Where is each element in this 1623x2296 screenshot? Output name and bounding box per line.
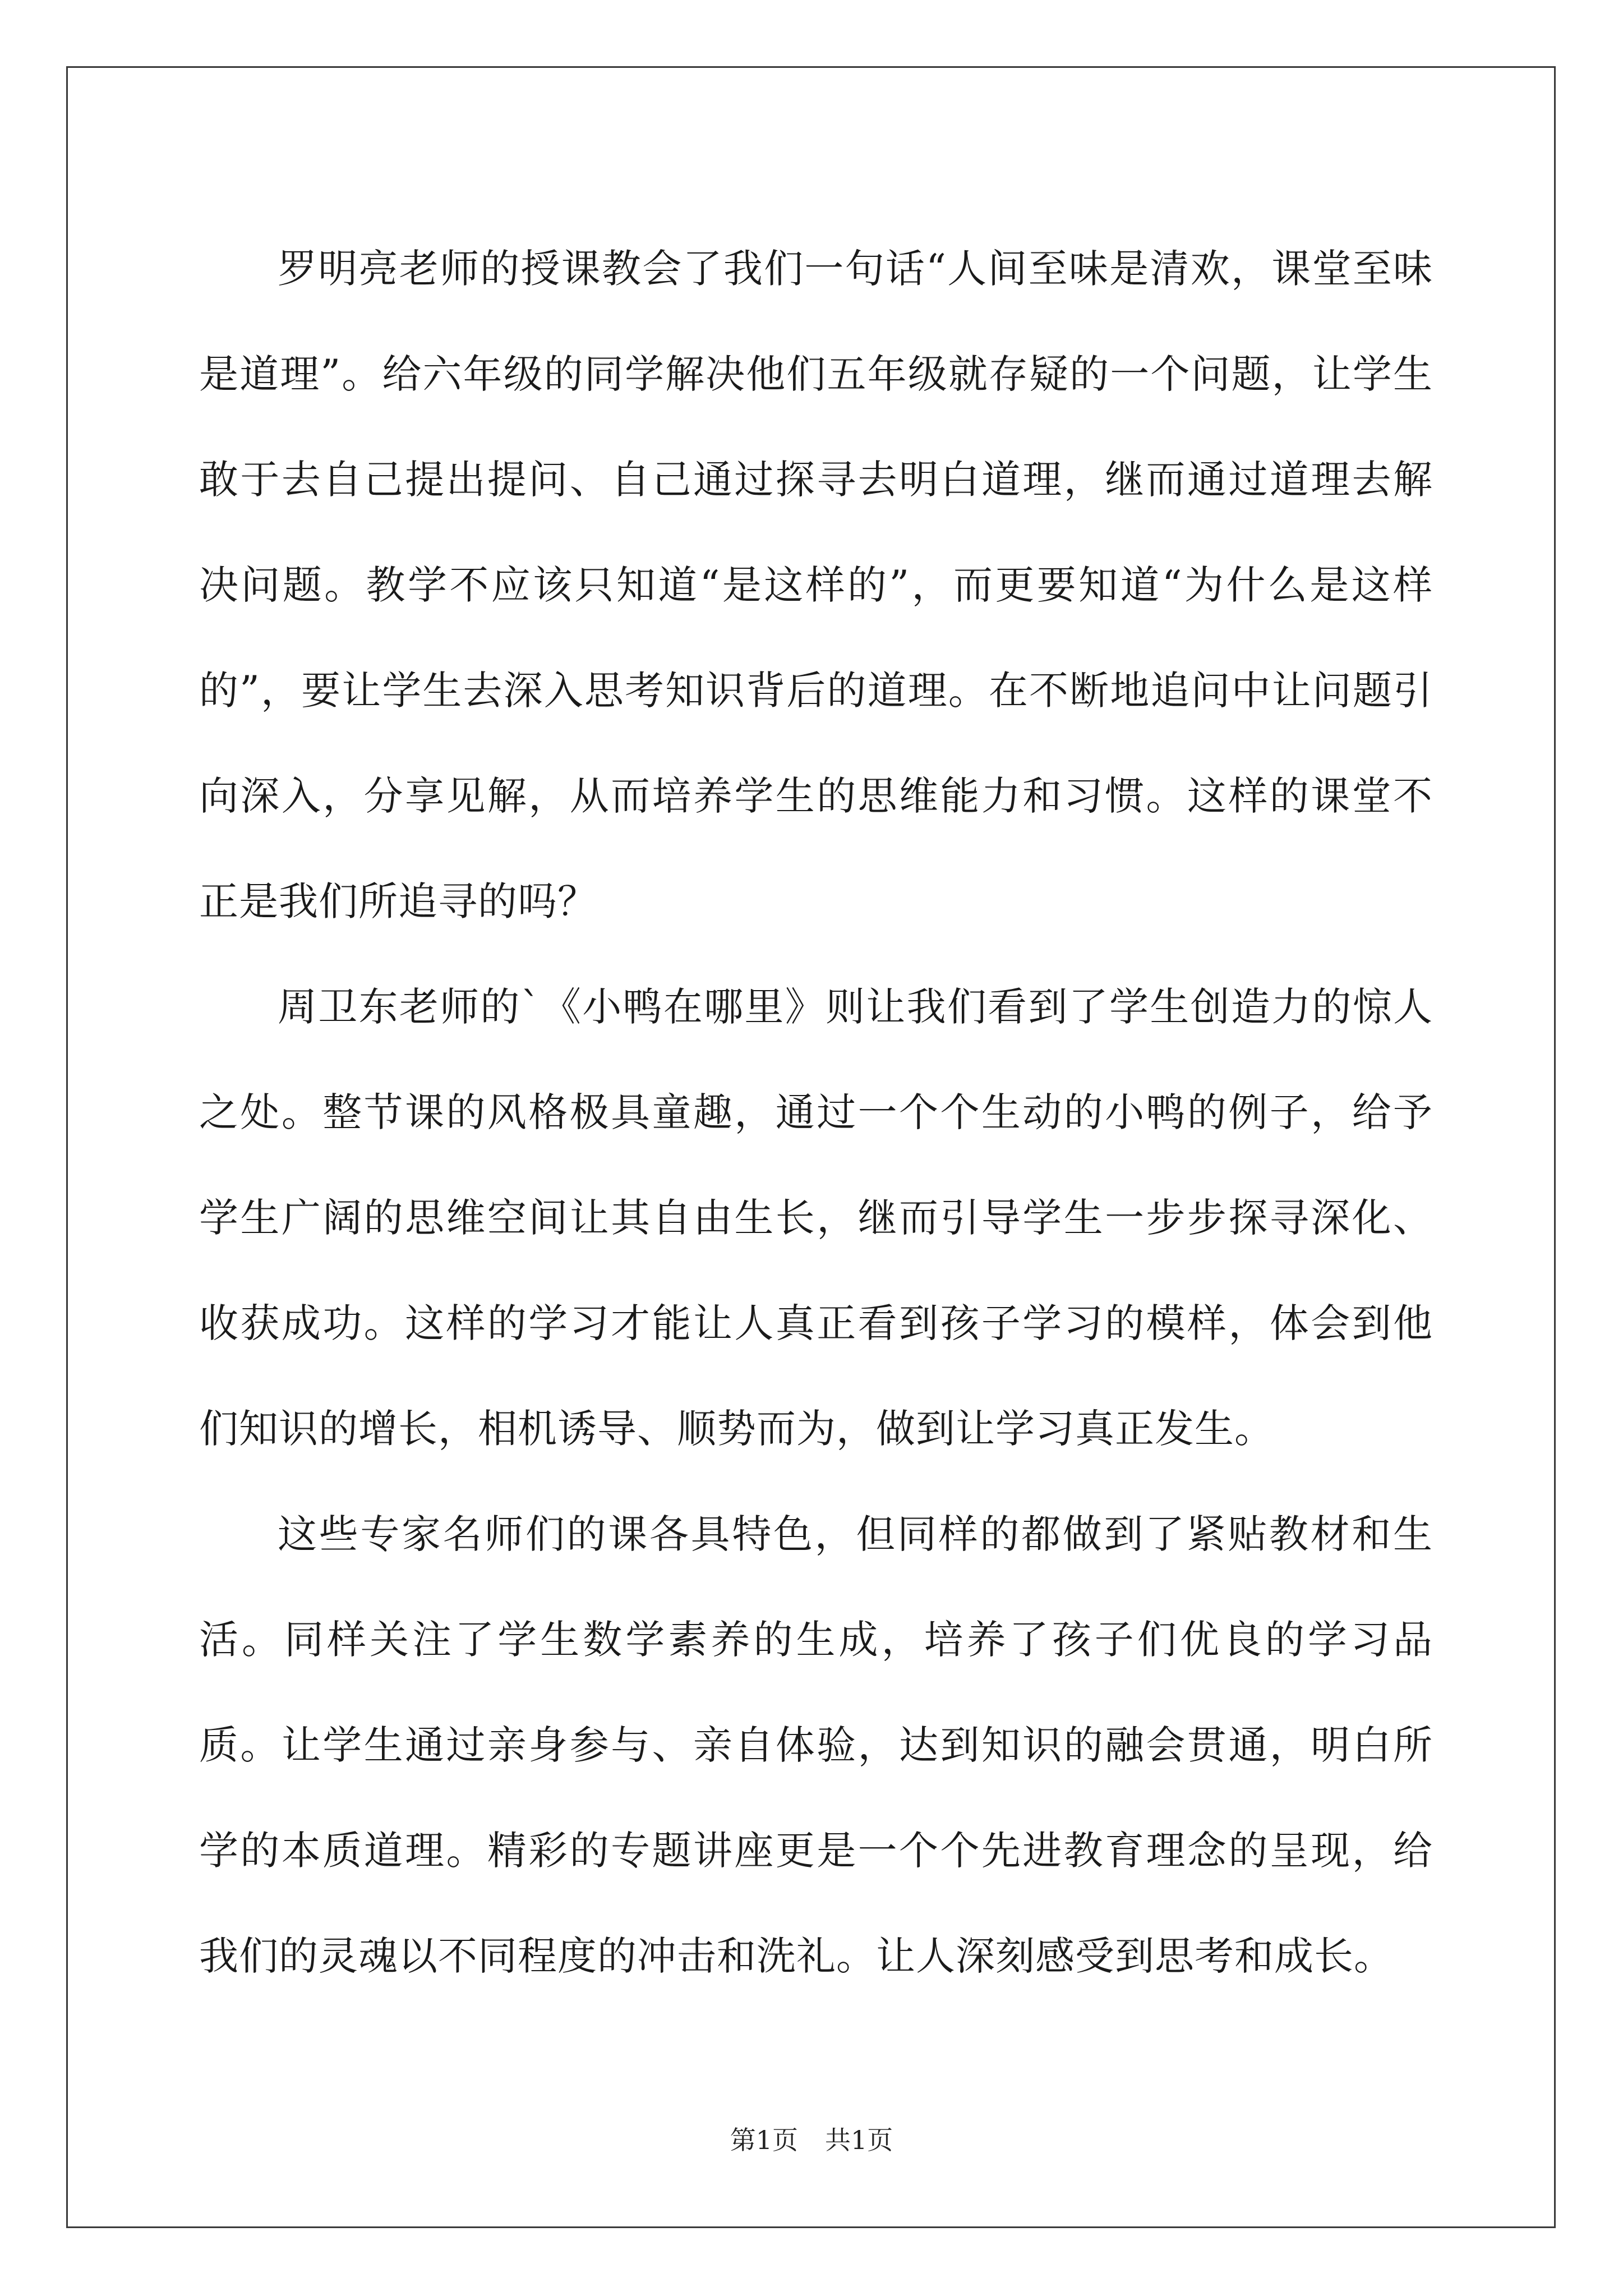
- page-footer: [0, 2123, 1623, 2157]
- paragraph-2: 周卫东老师的`《小鸭在哪里》则让我们看到了学生创造力的惊人之处。整节课的风格极具童趣，通过一个个生动的小鸭的例子，给予学生广阔的思维空间让其自由生长，继而引导学生一步步探寻深化、收获成功。这样的学习才能让人真正看到孩子学习的模样，体会到他们知识的增长，相机诱导、顺势而为，做到让学习真正发生。: [199, 984, 1433, 1452]
- paragraph-3: 这些专家名师们的课各具特色，但同样的都做到了紧贴教材和生活。同样关注了学生数学素养的生成，培养了孩子们优良的学习品质。让学生通过亲身参与、亲自体验，达到知识的融会贯通，明白所学的本质道理。精彩的专题讲座更是一个个先进教育理念的呈现，给我们的灵魂以不同程度的冲击和洗礼。让人深刻感受到思考和成长。: [199, 1511, 1433, 1979]
- page-number: 第1页: [730, 2125, 798, 2155]
- document-body: [199, 216, 1433, 2009]
- page-total: 共1页: [825, 2125, 893, 2155]
- paragraph-1: 罗明亮老师的授课教会了我们一句话“人间至味是清欢，课堂至味是道理”。给六年级的同学解决他们五年级就存疑的一个问题，让学生敢于去自己提出提问、自己通过探寻去明白道理，继而通过道理去解决问题。教学不应该只知道“是这样的”，而更要知道“为什么是这样的”，要让学生去深入思考知识背后的道理。在不断地追问中让问题引向深入，分享见解，从而培养学生的思维能力和习惯。这样的课堂不正是我们所追寻的吗？: [199, 246, 1433, 924]
